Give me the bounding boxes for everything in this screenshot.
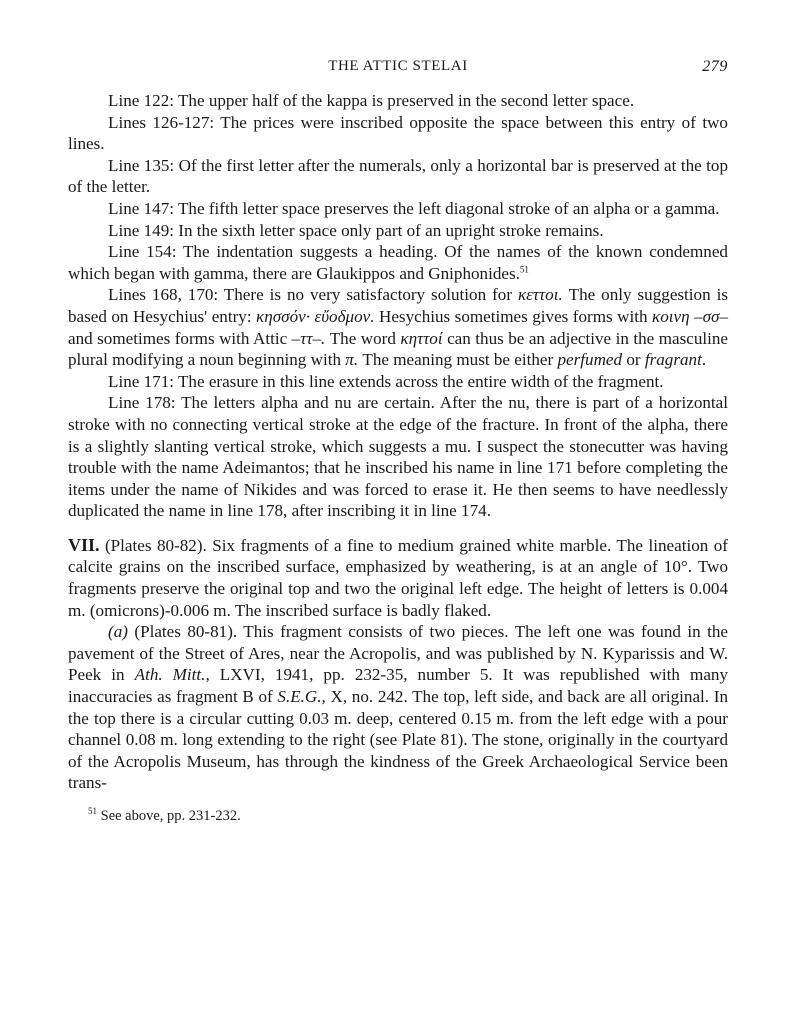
note-line-149: Line 149: In the sixth letter space only part of an upright stroke remains. <box>108 220 604 240</box>
note-line-122: Line 122: The upper half of the kappa is preserved in the second letter space. <box>108 91 635 110</box>
footnote-ref: 51 <box>519 264 529 275</box>
running-title: THE ATTIC STELAI <box>328 58 468 74</box>
footnote <box>68 808 728 825</box>
page <box>68 52 728 825</box>
commentary-notes <box>68 90 728 522</box>
note-line-178: Line 178: The letters alpha and nu are certain. After the nu, there is part of a horizontal stroke with no connecting vertical stroke at the edge of the fracture. In front of the alpha, there is a slightly slanting vertical stroke, which suggests a mu. I suspect the stonecutter was having trouble with the name Adeimantos; that he inscribed his name in line 171 before completing the items under the name of Nikides and was forced to erase it. He then seems to have needlessly duplicated the name in line 178, after inscribing it in line 174. <box>68 393 728 521</box>
note-lines-126-127: Lines 126-127: The prices were inscribed opposite the space between this entry of two lines. <box>68 112 728 154</box>
note-line-147: Line 147: The fifth letter space preserves the left diagonal stroke of an alpha or a gamma. <box>108 198 720 218</box>
page-number: 279 <box>702 58 728 75</box>
footnote-number: 51 <box>88 806 97 817</box>
running-header <box>68 52 728 86</box>
section-numeral: VII. <box>68 534 100 555</box>
note-line-154: Line 154: The indentation suggests a heading. Of the names of the known condemned which began with gamma, there are Glaukippos and Gniphonides.$^{51}$ <box>68 242 728 283</box>
section-vii: VII. (Plates 80-82). Six fragments of a fine to medium grained white marble. The lineation of calcite grains on the inscribed surface, emphasized by weathering, is at an angle of 10°. Two fragments preserve the original top and two the original left edge. The height of letters is 0.004 m. (omicrons)-0.006 m. The inscribed surface is badly flaked. <box>68 534 728 620</box>
note-line-171: Line 171: The erasure in this line extends across the entire width of the fragment. <box>108 371 664 391</box>
footnote-text: See above, pp. 231-232. <box>97 808 241 824</box>
fragment-a-paragraph: (a) (Plates 80-81). This fragment consists of two pieces. The left one was found in the pavement of the Street of Ares, near the Acropolis, and was published by N. Kyparissis and W. Peek in Ath. Mitt., LXVI, 1941, pp. 232-35, number 5. It was republished with many inaccuracies as fragment B of S.E.G., X, no. 242. The top, left side, and back are all original. In the top there is a circular cutting 0.03 m. deep, centered 0.15 m. from the left edge with a pour channel 0.08 m. long extending to the right (see Plate 81). The stone, originally in the courtyard of the Acropolis Museum, has through the kindness of the Greek Archaeological Service been trans- <box>68 622 729 793</box>
note-line-135: Line 135: Of the first letter after the numerals, only a horizontal bar is preserved at the top of the letter. <box>68 155 728 197</box>
note-lines-168-170: Lines 168, 170: There is no very satisfactory solution for κεττοι. The only suggestion is based on Hesychius' entry: κησσόν· εὔοδμον. Hesychius sometimes gives forms with κοινη –σσ– and sometimes forms with Attic –ττ–. The word κηττοί can thus be an adjective in the masculine plural modifying a noun beginning with π. The meaning must be either perfumed or fragrant. <box>68 285 729 370</box>
